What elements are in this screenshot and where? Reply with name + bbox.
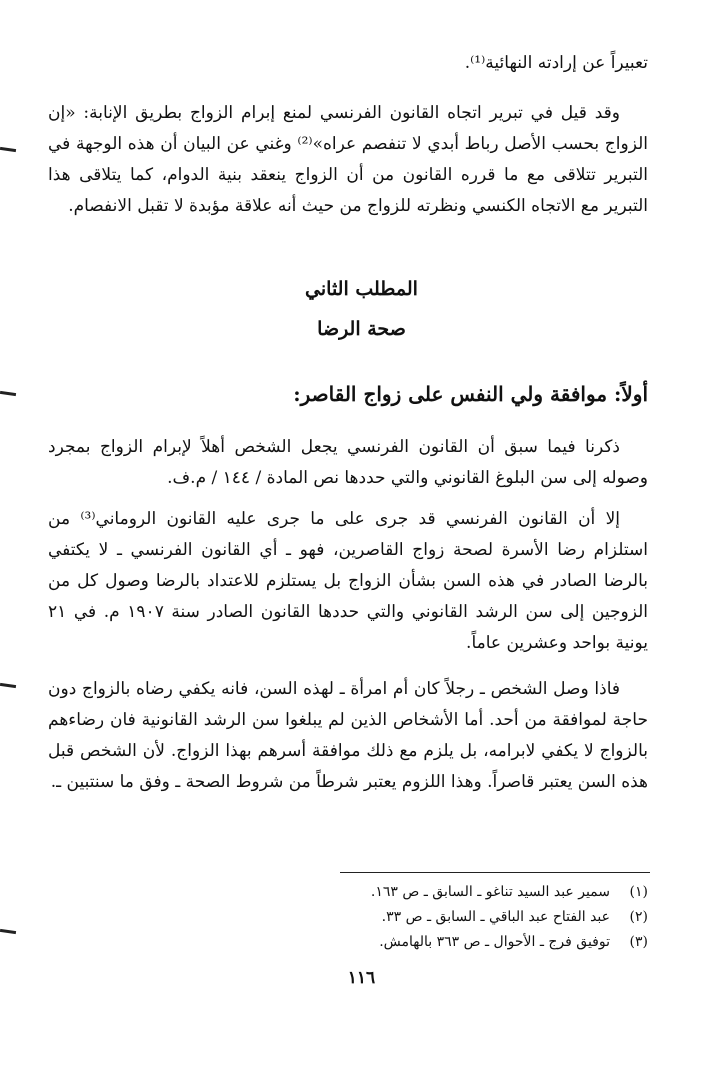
footnote-number: (١) xyxy=(629,884,648,900)
margin-mark xyxy=(0,147,16,152)
footnote-item xyxy=(48,880,648,905)
footnote-text: سمير عبد السيد تناغو ـ السابق ـ ص ١٦٣. xyxy=(370,884,610,900)
footnote-divider xyxy=(340,872,650,873)
paragraph-4: إلا أن القانون الفرنسي قد جرى على ما جرى عليه القانون الروماني⁽³⁾ من استلزام رضا الأسرة لصحة زواج القاصرين، فهو ـ أي القانون الفرنسي ـ لا يكتفي بالرضا الصادر في هذه السن بشأن الزواج بل يستلزم للاعتداد بالرضا وصول كل من الزوجين إلى سن الرشد القانوني والتي حددها القانون الصادر سنة ١٩٠٧ م. في ٢١ يونية بواحد وعشرين عاماً. xyxy=(48,509,649,653)
page-number: ١١٦ xyxy=(347,968,376,988)
footnote-number: (٣) xyxy=(629,934,648,950)
paragraph-5: فاذا وصل الشخص ـ رجلاً كان أم امرأة ـ لهذه السن، فانه يكفي رضاه بالزواج دون حاجة لموافقة من أحد. أما الأشخاص الذين لم يبلغوا سن الرشد القانونية فان رضاءهم بالزواج لا يكفي لابرامه، بل يلزم مع ذلك موافقة أسرهم بهذا الزواج. لأن الشخص قبل هذه السن يعتبر قاصراً. وهذا اللزوم يعتبر شرطاً من شروط الصحة ـ وفق ما سنتبين ـ. xyxy=(48,679,648,792)
margin-mark xyxy=(0,391,16,396)
footnote-item xyxy=(48,905,648,930)
paragraph-2: وقد قيل في تبرير اتجاه القانون الفرنسي لمنع إبرام الزواج بطريق الإنابة: «إن الزواج بحسب الأصل رباط أبدي لا تنفصم عراه»⁽²⁾ وغني عن البيان أن هذه الوجهة في التبرير تتلاقى مع ما قرره القانون من أن الزواج ينعقد بنية الدوام، كما يتلاقى هذا التبرير مع الاتجاه الكنسي ونظرته للزواج من حيث أنه علاقة مؤبدة لا تقبل الانفصام. xyxy=(48,103,648,216)
footnote-text: توفيق فرج ـ الأحوال ـ ص ٣٦٣ بالهامش. xyxy=(379,934,610,950)
section-heading: المطلب الثاني xyxy=(305,278,418,300)
paragraph-1: تعبيراً عن إرادته النهائية⁽¹⁾. xyxy=(464,53,648,73)
footnote-number: (٢) xyxy=(629,909,648,925)
point-heading: أولاً: موافقة ولي النفس على زواج القاصر: xyxy=(293,382,648,406)
margin-mark xyxy=(0,683,16,688)
paragraph-3: ذكرنا فيما سبق أن القانون الفرنسي يجعل الشخص أهلاً لإبرام الزواج بمجرد وصوله إلى سن البلوغ القانوني والتي حددها نص المادة / ١٤٤ / م.ف. xyxy=(48,437,648,488)
footnote-item xyxy=(48,930,648,955)
footnote-text: عبد الفتاح عبد الباقي ـ السابق ـ ص ٣٣. xyxy=(381,909,610,925)
footnotes xyxy=(48,880,648,955)
subsection-heading: صحة الرضا xyxy=(317,318,406,340)
margin-mark xyxy=(0,929,16,934)
